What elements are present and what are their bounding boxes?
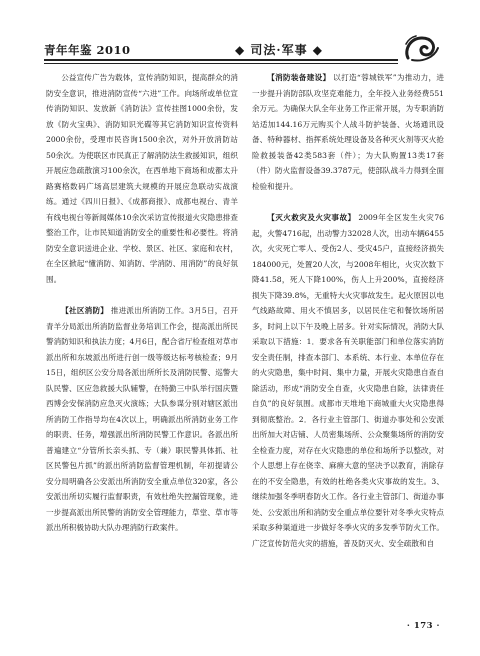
section-text: 2009年全区发生火灾76起，火警4716起，出动警力32028人次，出动车辆6455次，火灾死亡零人、受伤2人、受灾45户，直接经济损失184000元，处置20人次，与2008年相比，火灾次数下降41.58，死人下降100%，伤人上升200%，直接经济损失下降39.8%，无重特大火灾事故发生。起火原因以电气线路故障、用火不慎居多，以居民住宅和餐饮场所居多，时间上以下午及晚上居多。针对实际情况，消防大队采取以下措施：1．要求各有关职能部门和单位落实消防安全责任制，排查本部门、本系统、本行业、本单位存在的火灾隐患，集中时间、集中力量，开展火灾隐患自查自除活动，形成“消防安全自查，火灾隐患自除，法律责任自负”的良好氛围。成都市天堆地下商城重大火灾隐患得到彻底整治。2．各行业主管部门、街道办事处和公安派出所加大对店铺、人员密集场所、公众聚集场所的消防安全检查力度，对存在火灾隐患的单位和场所予以整改，对个人思想上存在侥幸、麻痹大意的坚决予以教育，消除存在的不安全隐患，有效的杜绝各类火灾事故的发生。3、继续加强冬季明春防火工作。各行业主管部门、街道办事处、公安派出所和消防安全重点单位要针对冬季火灾特点采取多种渠道进一步做好冬季火灾的多发季节防火工作。广泛宣传防范火灾的措施，普及防灭火、安全疏散和自 <box>252 213 444 548</box>
page-header <box>44 40 440 62</box>
section-tag: 【灭火救灾及火灾事故】 <box>267 213 356 222</box>
section-title: ◆ 司法·军事 ◆ <box>235 43 323 57</box>
right-column <box>252 70 444 551</box>
paragraph-publicity: 公益宣传广告为载体，宣传消防知识，提高群众的消防安全意识，推进消防宣传“六进”工作。向场所或单位宣传消防知识、发放新《消防法》宣传挂图1000余份，发放《防火宝典》、消防知识光碟等其它消防知识宣传资料2000余份，受理市民咨询1500余次，对外开放消防站50余次。为使联区市民真正了解消防法生救援知识，组织开展应急疏散演习100余次，在西单地下商场和成都太升路赛格数码广场高层建筑大规模的开展应急联动实战演练。通过《四川日报》、《成都商报》、成都电视台、青羊有线电视台等新闻媒体10余次采访宣传报道火灾隐患排查整治工作，让市民知道消防安全的重要性和必要性。将消防安全意识送进企业、学校、景区、社区、家庭和农村，在全区掀起“懂消防、知消防、学消防、用消防”的良好氛围。 <box>46 73 238 284</box>
page-number: · 173 · <box>406 621 440 631</box>
header-rule-thick <box>44 59 398 61</box>
section-equipment <box>252 70 444 194</box>
section-text: 推进派出所消防工作。3月5日，召开青羊分局派出所消防监督业务培训工作会，提高派出所民警消防知识和执法力度；4月6日，配合省厅检查组对草市派出所和东坡派出所进行创一级等级达标考核检查；9月15日，组织区公安分局各派出所所长及消防民警、巡警大队民警、区应急救援大队辅警，在特勤三中队举行国庆暨西博会安保消防应急灭火演练；大队参谋分别对辖区派出所消防工作指导均在4次以上，明确派出所消防业务工作的职责、任务，增强派出所消防民警工作意识。各派出所普遍建立“分管所长亲头抓、专（兼）职民警具体抓、社区民警包片抓”的派出所消防监督管理机制，年初提请公安分局明确各公安派出所消防安全重点单位320家，各公安派出所切实履行监督职责，有效杜绝失控漏管现象，进一步提高派出所民警的消防安全管理能力，草堂、草市等派出所积极协助大队办理消防行政案件。 <box>46 306 239 532</box>
section-community-fire <box>46 303 238 536</box>
left-column <box>46 70 238 536</box>
header-rule-thin <box>44 63 398 64</box>
section-tag: 【消防装备建设】 <box>267 73 331 82</box>
swirl-emblem-icon <box>402 32 440 64</box>
section-text: 以打造“蓉城铁军”为推动力，进一步提升消防部队攻坚克难能力，全年投入业务经费551余万元。为确保大队全年业务工作正常开展，为专职消防站适加144.16万元购买个人战斗防护装备、火场通讯设备、特种器材、指挥系统处理设备及各种灭火剂等灭火抢险救援装备42类583套（件）；为大队购置13类17套（件）防火监督设备39.3787元，使部队战斗力得到全面检验和提升。 <box>252 73 445 191</box>
section-tag: 【社区消防】 <box>61 306 109 315</box>
section-fire-accidents <box>252 210 444 551</box>
book-title: 青年年鉴 2010 <box>44 43 131 57</box>
